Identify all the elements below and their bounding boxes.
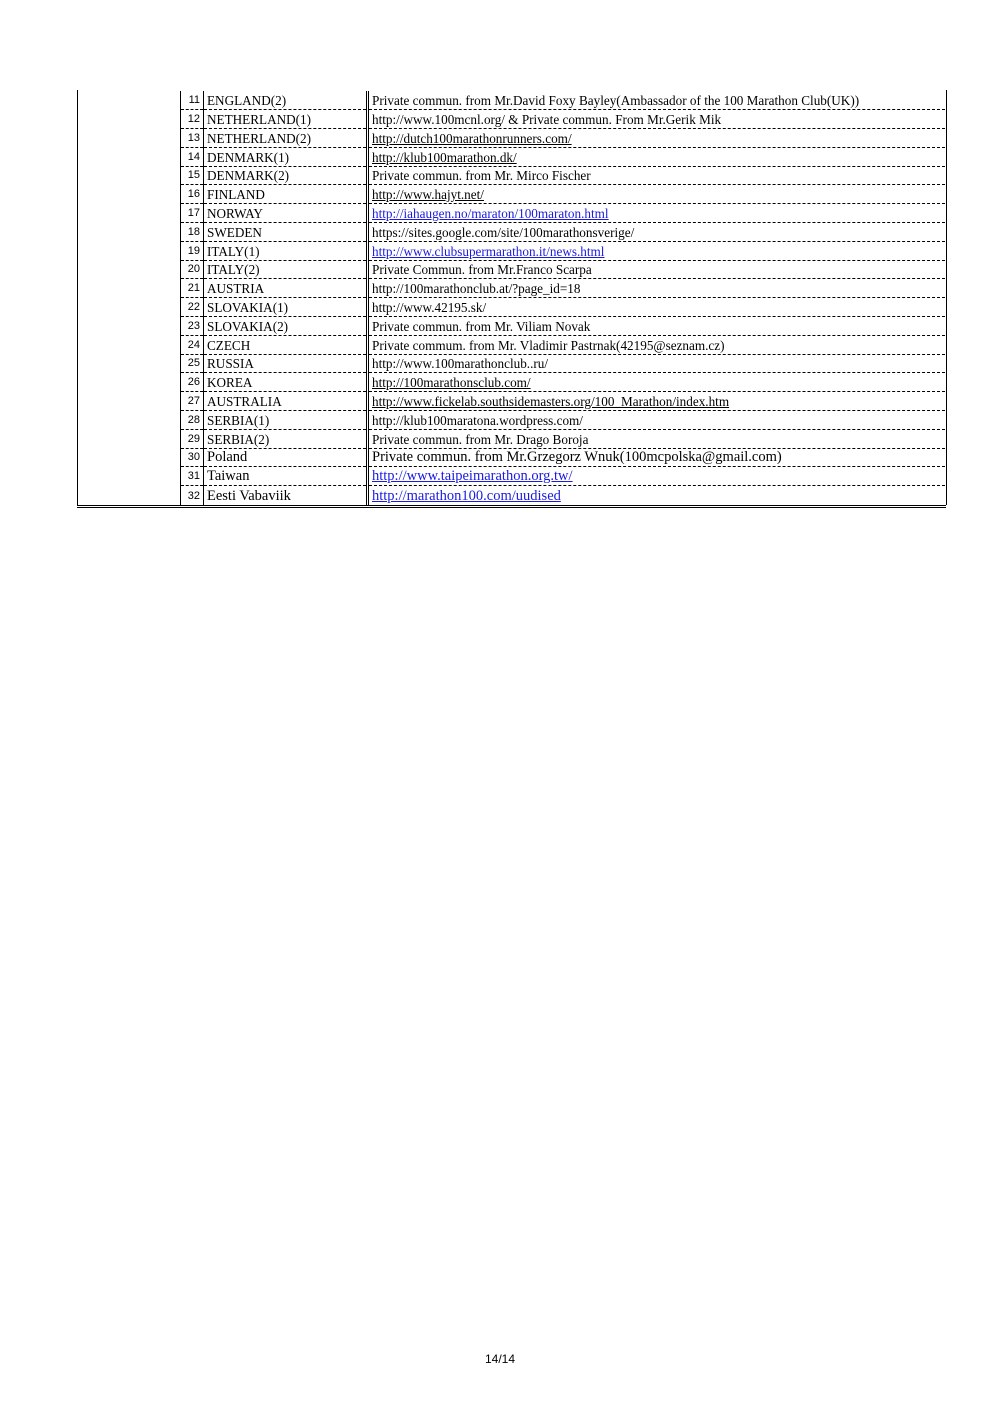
row-number: 30 (181, 448, 204, 467)
page-frame-bottom-rule (77, 505, 946, 508)
source-cell: http://klub100maratona.wordpress.com/ (368, 411, 946, 430)
country-cell: ITALY(1) (204, 241, 368, 260)
row-number: 14 (181, 147, 204, 166)
table-row (181, 129, 946, 148)
row-number: 32 (181, 486, 204, 505)
source-link[interactable]: http://iahaugen.no/maraton/100maraton.html (368, 204, 946, 223)
row-number: 19 (181, 241, 204, 260)
table-row (181, 448, 946, 467)
source-cell: Private Commun. from Mr.Franco Scarpa (368, 260, 946, 279)
row-number: 17 (181, 204, 204, 223)
row-number: 13 (181, 129, 204, 148)
country-cell: Eesti Vabaviik (204, 486, 368, 505)
country-cell: SWEDEN (204, 223, 368, 242)
source-cell: Private commun. from Mr.Grzegorz Wnuk(100mcpolska@gmail.com) (368, 448, 946, 467)
row-number: 21 (181, 279, 204, 298)
source-cell: Private commun. from Mr. Mirco Fischer (368, 166, 946, 185)
table-row (181, 260, 946, 279)
country-cell: Taiwan (204, 467, 368, 486)
table-row (181, 166, 946, 185)
row-number: 26 (181, 373, 204, 392)
source-cell: Private commun. from Mr. Drago Boroja (368, 429, 946, 448)
source-cell: http://www.fickelab.southsidemasters.org/100_Marathon/index.htm (368, 392, 946, 411)
source-cell: http://www.100mcnl.org/ & Private commun. From Mr.Gerik Mik (368, 110, 946, 129)
country-cell: ITALY(2) (204, 260, 368, 279)
table-row (181, 317, 946, 336)
table-row (181, 147, 946, 166)
source-cell: http://www.42195.sk/ (368, 298, 946, 317)
table-row (181, 91, 946, 110)
country-cell: FINLAND (204, 185, 368, 204)
country-cell: SERBIA(2) (204, 429, 368, 448)
country-cell: AUSTRALIA (204, 392, 368, 411)
country-cell: SLOVAKIA(2) (204, 317, 368, 336)
page-number: 14/14 (484, 1352, 516, 1366)
row-number: 28 (181, 411, 204, 430)
source-cell: Private commum. from Mr. Vladimir Pastrnak(42195@seznam.cz) (368, 335, 946, 354)
row-number: 27 (181, 392, 204, 411)
source-cell: http://klub100marathon.dk/ (368, 147, 946, 166)
row-number: 29 (181, 429, 204, 448)
country-cell: SERBIA(1) (204, 411, 368, 430)
country-cell: DENMARK(1) (204, 147, 368, 166)
country-cell: AUSTRIA (204, 279, 368, 298)
sources-table (180, 91, 945, 505)
country-cell: SLOVAKIA(1) (204, 298, 368, 317)
country-cell: NETHERLAND(2) (204, 129, 368, 148)
source-cell: http://www.hajyt.net/ (368, 185, 946, 204)
table-row (181, 185, 946, 204)
country-cell: ENGLAND(2) (204, 91, 368, 110)
row-number: 16 (181, 185, 204, 204)
row-number: 23 (181, 317, 204, 336)
table-row (181, 429, 946, 448)
source-cell: https://sites.google.com/site/100marathonsverige/ (368, 223, 946, 242)
source-cell: http://100marathonclub.at/?page_id=18 (368, 279, 946, 298)
source-link[interactable]: http://marathon100.com/uudised (372, 487, 561, 504)
country-cell: CZECH (204, 335, 368, 354)
table-row (181, 241, 946, 260)
country-cell: NORWAY (204, 204, 368, 223)
row-number: 12 (181, 110, 204, 129)
source-link[interactable]: http://www.taipeimarathon.org.tw/ (368, 467, 946, 486)
sources-table-body (181, 91, 946, 505)
country-cell: Poland (204, 448, 368, 467)
country-cell: KOREA (204, 373, 368, 392)
source-cell: http://dutch100marathonrunners.com/ (368, 129, 946, 148)
table-row (181, 204, 946, 223)
table-row (181, 298, 946, 317)
table-row (181, 392, 946, 411)
table-row (181, 335, 946, 354)
table-row (181, 467, 946, 486)
source-cell: Private commun. from Mr. Viliam Novak (368, 317, 946, 336)
table-row (181, 279, 946, 298)
row-number: 22 (181, 298, 204, 317)
row-number: 11 (181, 91, 204, 110)
source-cell: http://100marathonsclub.com/ (368, 373, 946, 392)
row-number: 15 (181, 166, 204, 185)
country-cell: RUSSIA (204, 354, 368, 373)
row-number: 25 (181, 354, 204, 373)
row-number: 18 (181, 223, 204, 242)
table-row (181, 411, 946, 430)
table-row (181, 373, 946, 392)
country-cell: DENMARK(2) (204, 166, 368, 185)
source-cell: Private commun. from Mr.David Foxy Bayley(Ambassador of the 100 Marathon Club(UK)) (368, 91, 946, 110)
table-row (181, 354, 946, 373)
source-cell: http://www.100marathonclub..ru/ (368, 354, 946, 373)
table-row (181, 110, 946, 129)
country-cell: NETHERLAND(1) (204, 110, 368, 129)
source-link[interactable]: http://www.clubsupermarathon.it/news.html (368, 241, 946, 260)
table-row (181, 486, 946, 505)
table-row (181, 223, 946, 242)
row-number: 24 (181, 335, 204, 354)
row-number: 31 (181, 467, 204, 486)
row-number: 20 (181, 260, 204, 279)
